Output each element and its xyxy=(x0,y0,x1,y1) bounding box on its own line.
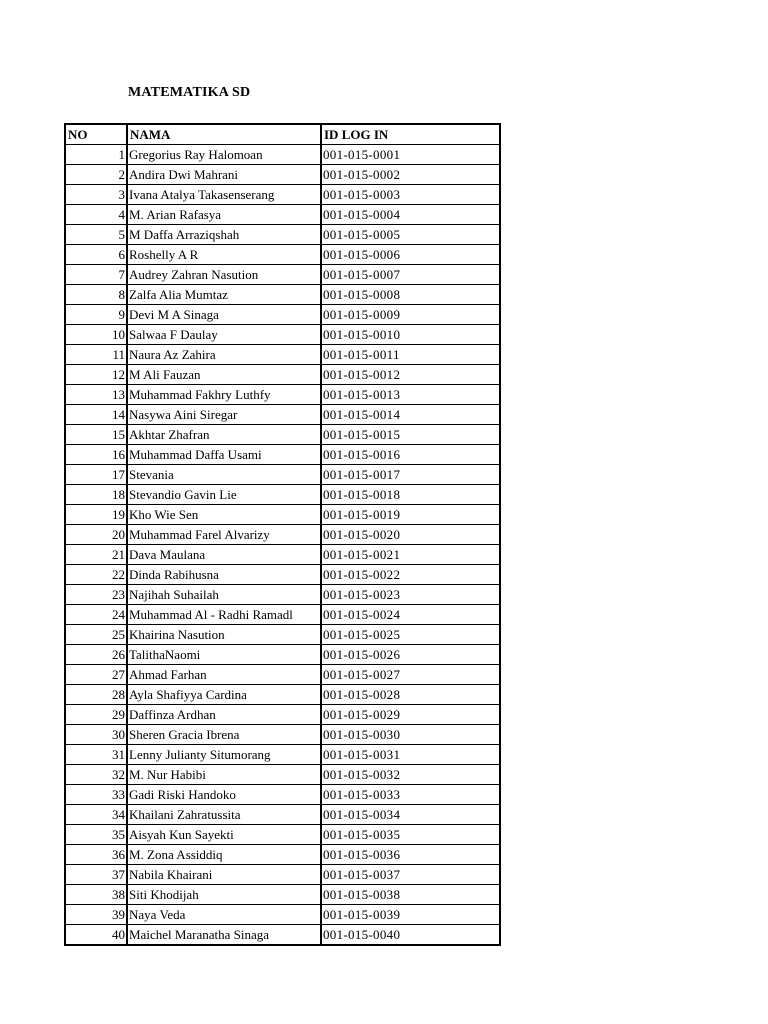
student-name: M Daffa Arraziqshah xyxy=(127,225,321,245)
row-number: 7 xyxy=(65,265,127,285)
login-id: 001-015-0019 xyxy=(321,505,500,525)
login-id: 001-015-0004 xyxy=(321,205,500,225)
student-name: Ayla Shafiyya Cardina xyxy=(127,685,321,705)
login-id: 001-015-0014 xyxy=(321,405,500,425)
row-number: 34 xyxy=(65,805,127,825)
row-number: 16 xyxy=(65,445,127,465)
table-row xyxy=(65,805,500,825)
login-id: 001-015-0003 xyxy=(321,185,500,205)
row-number: 2 xyxy=(65,165,127,185)
table-row xyxy=(65,525,500,545)
table-row xyxy=(65,305,500,325)
row-number: 19 xyxy=(65,505,127,525)
student-name: Nasywa Aini Siregar xyxy=(127,405,321,425)
student-name: Muhammad Farel Alvarizy xyxy=(127,525,321,545)
student-name: M. Zona Assiddiq xyxy=(127,845,321,865)
login-id: 001-015-0022 xyxy=(321,565,500,585)
row-number: 40 xyxy=(65,925,127,946)
row-number: 36 xyxy=(65,845,127,865)
row-number: 17 xyxy=(65,465,127,485)
row-number: 37 xyxy=(65,865,127,885)
row-number: 22 xyxy=(65,565,127,585)
login-id: 001-015-0006 xyxy=(321,245,500,265)
row-number: 5 xyxy=(65,225,127,245)
row-number: 24 xyxy=(65,605,127,625)
login-id: 001-015-0033 xyxy=(321,785,500,805)
login-id: 001-015-0011 xyxy=(321,345,500,365)
row-number: 39 xyxy=(65,905,127,925)
login-id: 001-015-0009 xyxy=(321,305,500,325)
student-name: Roshelly A R xyxy=(127,245,321,265)
row-number: 29 xyxy=(65,705,127,725)
login-id: 001-015-0005 xyxy=(321,225,500,245)
table-row xyxy=(65,725,500,745)
row-number: 28 xyxy=(65,685,127,705)
student-name: Najihah Suhailah xyxy=(127,585,321,605)
table-row xyxy=(65,565,500,585)
login-id: 001-015-0013 xyxy=(321,385,500,405)
login-id: 001-015-0025 xyxy=(321,625,500,645)
login-id: 001-015-0007 xyxy=(321,265,500,285)
table-row xyxy=(65,485,500,505)
student-name: TalithaNaomi xyxy=(127,645,321,665)
row-number: 30 xyxy=(65,725,127,745)
login-id: 001-015-0034 xyxy=(321,805,500,825)
login-id: 001-015-0012 xyxy=(321,365,500,385)
table-row xyxy=(65,705,500,725)
column-header-no: NO xyxy=(65,124,127,145)
page-title: MATEMATIKA SD xyxy=(128,85,251,100)
row-number: 20 xyxy=(65,525,127,545)
login-id: 001-015-0039 xyxy=(321,905,500,925)
student-name: Akhtar Zhafran xyxy=(127,425,321,445)
student-name: Naya Veda xyxy=(127,905,321,925)
row-number: 18 xyxy=(65,485,127,505)
row-number: 10 xyxy=(65,325,127,345)
row-number: 6 xyxy=(65,245,127,265)
student-name: Gregorius Ray Halomoan xyxy=(127,145,321,165)
login-id: 001-015-0026 xyxy=(321,645,500,665)
student-name: Muhammad Fakhry Luthfy xyxy=(127,385,321,405)
student-name: Salwaa F Daulay xyxy=(127,325,321,345)
login-id: 001-015-0040 xyxy=(321,925,500,946)
login-id: 001-015-0029 xyxy=(321,705,500,725)
student-name: Sheren Gracia Ibrena xyxy=(127,725,321,745)
student-name: Dava Maulana xyxy=(127,545,321,565)
column-header-id: ID LOG IN xyxy=(321,124,500,145)
login-id: 001-015-0024 xyxy=(321,605,500,625)
table-row xyxy=(65,445,500,465)
student-name: M. Nur Habibi xyxy=(127,765,321,785)
table-row xyxy=(65,385,500,405)
table-row xyxy=(65,285,500,305)
row-number: 26 xyxy=(65,645,127,665)
login-id: 001-015-0032 xyxy=(321,765,500,785)
student-name: Devi M A Sinaga xyxy=(127,305,321,325)
row-number: 3 xyxy=(65,185,127,205)
table-row xyxy=(65,245,500,265)
student-name: Aisyah Kun Sayekti xyxy=(127,825,321,845)
table-row xyxy=(65,685,500,705)
table-row xyxy=(65,165,500,185)
login-id: 001-015-0001 xyxy=(321,145,500,165)
student-name: Dinda Rabihusna xyxy=(127,565,321,585)
table-row xyxy=(65,185,500,205)
login-id: 001-015-0030 xyxy=(321,725,500,745)
student-name: Siti Khodijah xyxy=(127,885,321,905)
row-number: 8 xyxy=(65,285,127,305)
student-name: Ivana Atalya Takasenserang xyxy=(127,185,321,205)
login-id: 001-015-0020 xyxy=(321,525,500,545)
row-number: 32 xyxy=(65,765,127,785)
table-row xyxy=(65,505,500,525)
student-name: Lenny Julianty Situmorang xyxy=(127,745,321,765)
table-row xyxy=(65,905,500,925)
student-name: Khairina Nasution xyxy=(127,625,321,645)
table-row xyxy=(65,825,500,845)
row-number: 1 xyxy=(65,145,127,165)
row-number: 33 xyxy=(65,785,127,805)
row-number: 23 xyxy=(65,585,127,605)
table-row xyxy=(65,845,500,865)
login-id: 001-015-0008 xyxy=(321,285,500,305)
student-name: M. Arian Rafasya xyxy=(127,205,321,225)
row-number: 14 xyxy=(65,405,127,425)
student-name: Stevandio Gavin Lie xyxy=(127,485,321,505)
row-number: 35 xyxy=(65,825,127,845)
table-row xyxy=(65,625,500,645)
login-id: 001-015-0010 xyxy=(321,325,500,345)
row-number: 25 xyxy=(65,625,127,645)
column-header-name: NAMA xyxy=(127,124,321,145)
table-header-row xyxy=(65,124,500,145)
row-number: 31 xyxy=(65,745,127,765)
login-id: 001-015-0035 xyxy=(321,825,500,845)
student-name: Audrey Zahran Nasution xyxy=(127,265,321,285)
table-row xyxy=(65,765,500,785)
table-row xyxy=(65,665,500,685)
table-row xyxy=(65,865,500,885)
row-number: 12 xyxy=(65,365,127,385)
login-id: 001-015-0017 xyxy=(321,465,500,485)
student-name: Naura Az Zahira xyxy=(127,345,321,365)
student-name: Zalfa Alia Mumtaz xyxy=(127,285,321,305)
table-row xyxy=(65,265,500,285)
login-id: 001-015-0036 xyxy=(321,845,500,865)
student-name: Gadi Riski Handoko xyxy=(127,785,321,805)
student-name: Nabila Khairani xyxy=(127,865,321,885)
student-name: Daffinza Ardhan xyxy=(127,705,321,725)
login-id: 001-015-0031 xyxy=(321,745,500,765)
login-id: 001-015-0037 xyxy=(321,865,500,885)
login-id: 001-015-0021 xyxy=(321,545,500,565)
student-name: Maichel Maranatha Sinaga xyxy=(127,925,321,946)
row-number: 9 xyxy=(65,305,127,325)
login-id: 001-015-0018 xyxy=(321,485,500,505)
table-row xyxy=(65,785,500,805)
table-row xyxy=(65,745,500,765)
table-row xyxy=(65,885,500,905)
student-name: Ahmad Farhan xyxy=(127,665,321,685)
student-name: Andira Dwi Mahrani xyxy=(127,165,321,185)
table-row xyxy=(65,645,500,665)
login-id: 001-015-0016 xyxy=(321,445,500,465)
row-number: 15 xyxy=(65,425,127,445)
table-row xyxy=(65,225,500,245)
table-row xyxy=(65,365,500,385)
table-row xyxy=(65,925,500,946)
login-id: 001-015-0038 xyxy=(321,885,500,905)
row-number: 27 xyxy=(65,665,127,685)
student-login-table xyxy=(64,123,501,946)
table-body xyxy=(65,145,500,946)
table-row xyxy=(65,465,500,485)
table-row xyxy=(65,425,500,445)
row-number: 21 xyxy=(65,545,127,565)
table-row xyxy=(65,205,500,225)
login-id: 001-015-0002 xyxy=(321,165,500,185)
login-id: 001-015-0028 xyxy=(321,685,500,705)
student-name: Muhammad Daffa Usami xyxy=(127,445,321,465)
table-row xyxy=(65,545,500,565)
login-id: 001-015-0023 xyxy=(321,585,500,605)
student-name: M Ali Fauzan xyxy=(127,365,321,385)
table-row xyxy=(65,325,500,345)
table-row xyxy=(65,585,500,605)
table-row xyxy=(65,605,500,625)
login-id: 001-015-0027 xyxy=(321,665,500,685)
login-id: 001-015-0015 xyxy=(321,425,500,445)
student-name: Stevania xyxy=(127,465,321,485)
student-name: Kho Wie Sen xyxy=(127,505,321,525)
student-name: Khailani Zahratussita xyxy=(127,805,321,825)
table-row xyxy=(65,405,500,425)
row-number: 13 xyxy=(65,385,127,405)
row-number: 38 xyxy=(65,885,127,905)
row-number: 11 xyxy=(65,345,127,365)
row-number: 4 xyxy=(65,205,127,225)
table-row xyxy=(65,345,500,365)
student-name: Muhammad Al - Radhi Ramadl xyxy=(127,605,321,625)
table-row xyxy=(65,145,500,165)
